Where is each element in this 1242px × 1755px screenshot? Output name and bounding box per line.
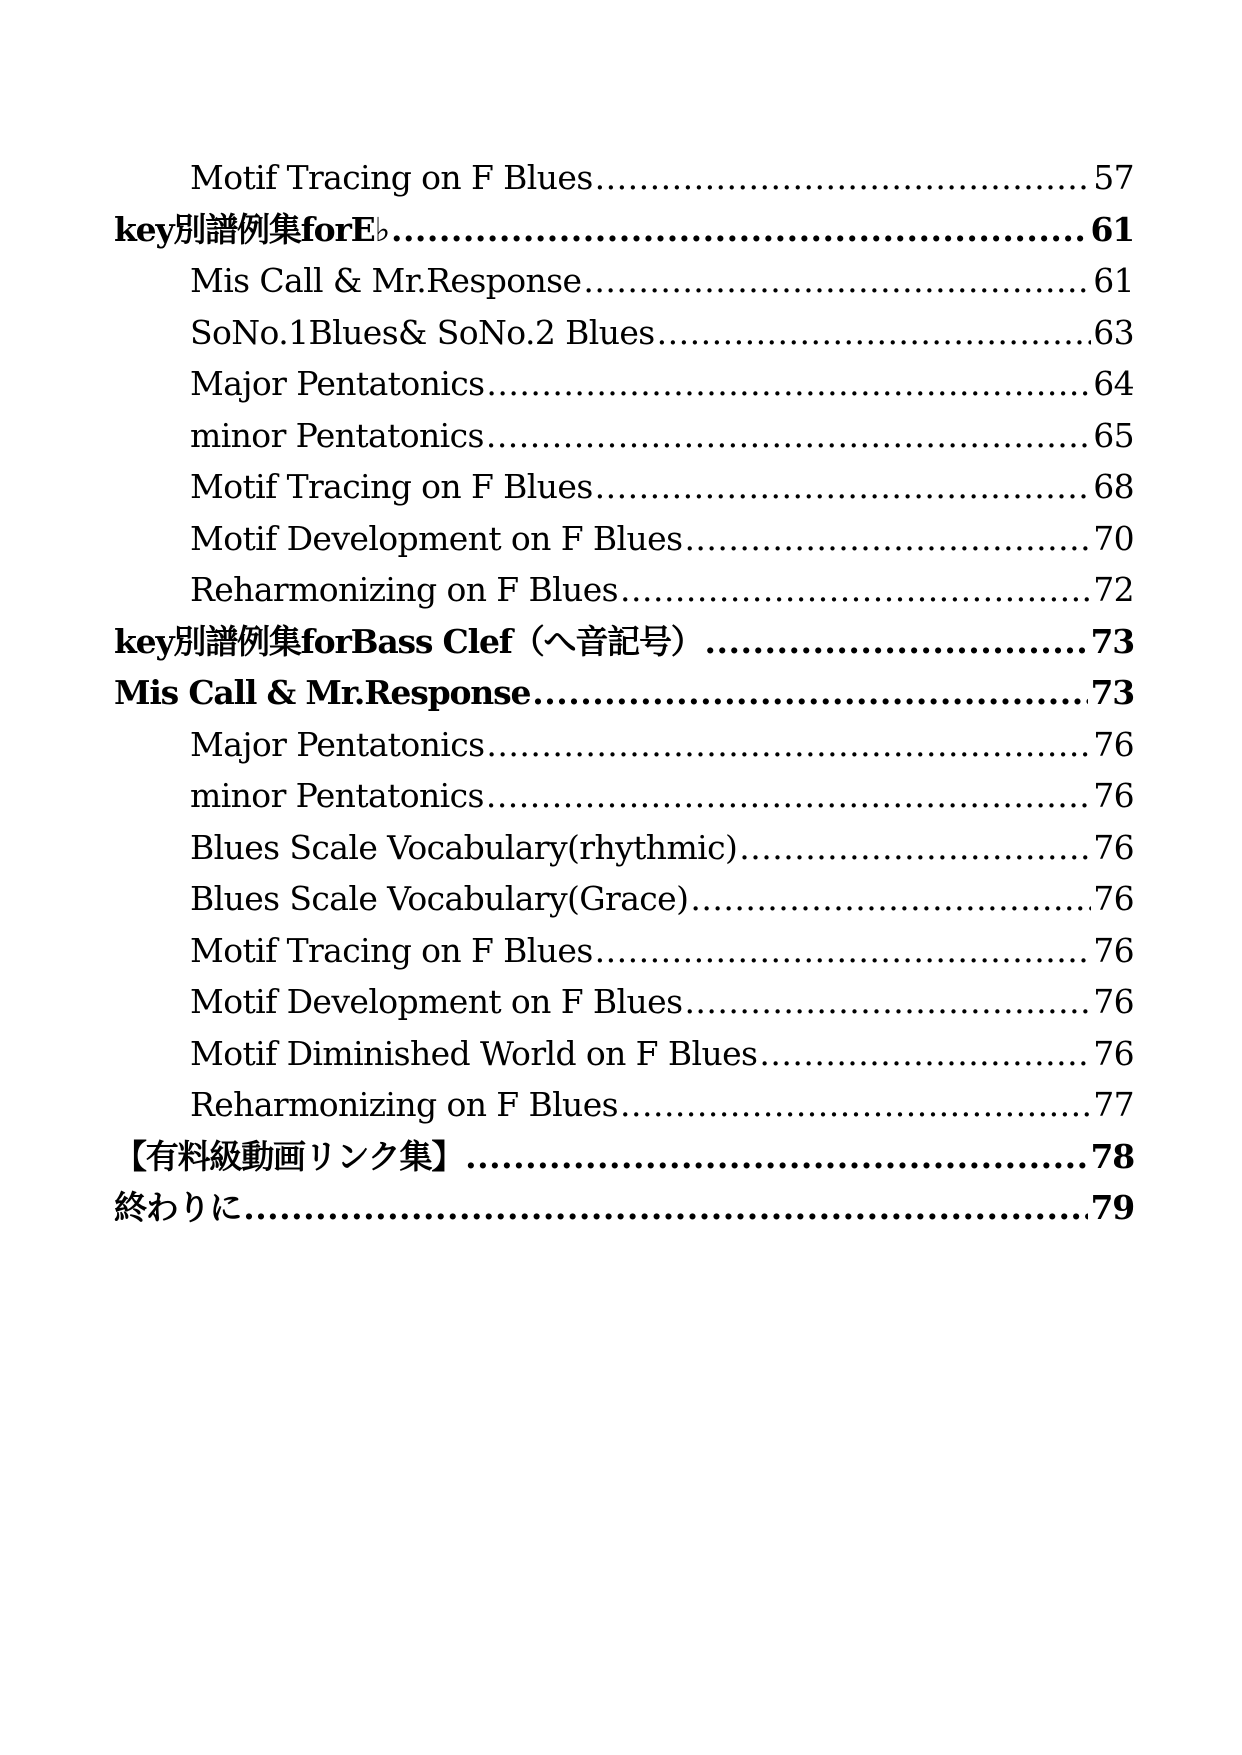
toc-entry-title: Mis Call & Mr.Response	[190, 261, 582, 300]
toc-entry[interactable]	[114, 873, 1134, 925]
toc-page-number: 77	[1093, 1085, 1134, 1124]
toc-page-number: 76	[1093, 879, 1134, 918]
toc-page-number: 65	[1093, 415, 1134, 455]
toc-entry[interactable]	[114, 461, 1134, 513]
table-of-contents	[114, 152, 1134, 1234]
toc-entry[interactable]	[114, 1079, 1134, 1131]
toc-dot-leader	[465, 1131, 1088, 1183]
toc-dot-leader	[486, 719, 1091, 771]
toc-entry-title: Mis Call & Mr.Response	[114, 673, 531, 712]
toc-entry[interactable]	[114, 564, 1134, 616]
toc-entry-title: Motif Development on F Blues	[190, 518, 683, 558]
toc-page-number: 76	[1093, 930, 1134, 970]
toc-dot-leader	[705, 616, 1089, 668]
toc-dot-leader	[486, 410, 1091, 462]
toc-page-number: 76	[1093, 724, 1134, 764]
toc-dot-leader	[595, 461, 1092, 513]
toc-dot-leader	[243, 1182, 1088, 1234]
toc-heading-entry[interactable]	[114, 1182, 1134, 1234]
toc-dot-leader	[532, 667, 1088, 719]
toc-dot-leader	[486, 358, 1091, 410]
toc-heading-entry[interactable]	[114, 667, 1134, 719]
toc-page-number: 61	[1090, 209, 1134, 249]
toc-entry-title: Motif Tracing on F Blues	[190, 930, 593, 970]
toc-entry-title: Blues Scale Vocabulary(rhythmic)	[190, 827, 738, 867]
toc-dot-leader	[583, 255, 1091, 307]
toc-heading-entry[interactable]	[114, 1131, 1134, 1183]
toc-page-number: 76	[1093, 776, 1134, 815]
toc-page-number: 79	[1090, 1188, 1134, 1227]
toc-entry[interactable]	[114, 513, 1134, 565]
toc-entry-title: Motif Tracing on F Blues	[190, 158, 593, 197]
toc-dot-leader	[739, 822, 1091, 874]
toc-page-number: 76	[1093, 982, 1134, 1021]
toc-entry-title: Motif Tracing on F Blues	[190, 467, 593, 506]
toc-entry-title: Reharmonizing on F Blues	[190, 570, 618, 609]
toc-dot-leader	[657, 307, 1092, 359]
toc-dot-leader	[620, 564, 1091, 616]
toc-entry[interactable]	[114, 976, 1134, 1028]
toc-entry[interactable]	[114, 770, 1134, 822]
toc-dot-leader	[391, 204, 1089, 256]
toc-entry-title: 終わりに	[114, 1188, 242, 1227]
toc-entry-title: Motif Development on F Blues	[190, 982, 683, 1021]
toc-page-number: 73	[1090, 621, 1134, 661]
toc-entry-title: Major Pentatonics	[190, 364, 485, 403]
toc-entry[interactable]	[114, 410, 1134, 462]
toc-page-number: 68	[1093, 467, 1134, 506]
toc-page-number: 70	[1093, 518, 1134, 558]
toc-heading-entry[interactable]	[114, 616, 1134, 668]
toc-entry-title: Blues Scale Vocabulary(Grace)	[190, 879, 689, 918]
toc-page-number: 76	[1093, 1033, 1134, 1073]
toc-dot-leader	[620, 1079, 1091, 1131]
toc-entry-title: key別譜例集forE♭	[114, 209, 389, 249]
toc-entry-title: key別譜例集forBass Clef（へ音記号）	[114, 621, 703, 661]
toc-entry[interactable]	[114, 358, 1134, 410]
toc-entry[interactable]	[114, 719, 1134, 771]
toc-dot-leader	[486, 770, 1091, 822]
toc-page-number: 72	[1093, 570, 1134, 609]
toc-entry[interactable]	[114, 307, 1134, 359]
toc-entry-title: Reharmonizing on F Blues	[190, 1085, 618, 1124]
toc-page-number: 76	[1093, 827, 1134, 867]
toc-dot-leader	[759, 1028, 1091, 1080]
toc-entry[interactable]	[114, 1028, 1134, 1080]
toc-entry[interactable]	[114, 925, 1134, 977]
toc-dot-leader	[684, 976, 1091, 1028]
toc-entry-title: Motif Diminished World on F Blues	[190, 1033, 758, 1073]
toc-dot-leader	[595, 925, 1092, 977]
toc-dot-leader	[684, 513, 1091, 565]
toc-entry-title: 【有料級動画リンク集】	[114, 1136, 464, 1176]
toc-entry-title: minor Pentatonics	[190, 415, 484, 455]
toc-entry[interactable]	[114, 822, 1134, 874]
toc-dot-leader	[595, 152, 1092, 204]
toc-page-number: 78	[1090, 1136, 1134, 1176]
toc-dot-leader	[690, 873, 1091, 925]
toc-entry-title: Major Pentatonics	[190, 724, 485, 764]
toc-page-number: 57	[1093, 158, 1134, 197]
toc-entry-title: minor Pentatonics	[190, 776, 484, 815]
toc-page-number: 61	[1093, 261, 1134, 300]
toc-page-number: 73	[1090, 673, 1134, 712]
toc-page-number: 64	[1093, 364, 1134, 403]
toc-page-number: 63	[1093, 312, 1134, 352]
toc-entry[interactable]	[114, 152, 1134, 204]
toc-entry[interactable]	[114, 255, 1134, 307]
toc-entry-title: SoNo.1Blues& SoNo.2 Blues	[190, 312, 655, 352]
toc-heading-entry[interactable]	[114, 204, 1134, 256]
